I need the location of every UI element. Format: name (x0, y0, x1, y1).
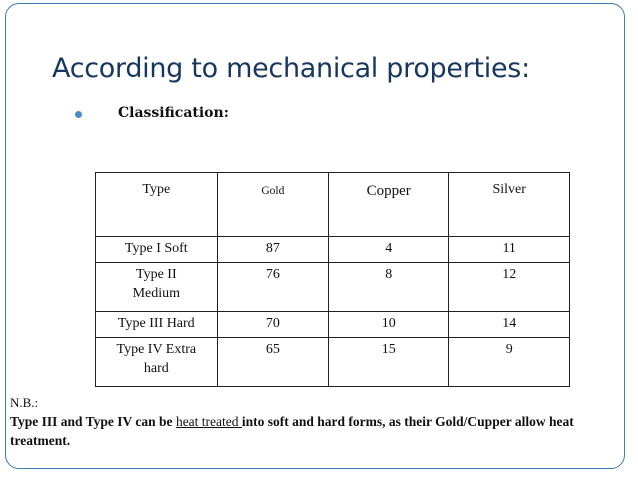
note-text (10, 412, 610, 450)
header-silver: Silver (449, 173, 570, 237)
slide-title: According to mechanical properties: (52, 53, 530, 84)
header-gold: Gold (217, 173, 328, 237)
bullet-classification: Classification: (118, 105, 229, 121)
table-header-row (96, 173, 570, 237)
note-text-before: Type III and Type IV can be (10, 414, 176, 429)
cell-type: Type III Hard (96, 312, 218, 338)
cell-copper: 10 (329, 312, 449, 338)
table-row (96, 312, 570, 338)
cell-silver: 12 (449, 263, 570, 312)
cell-type-text: Type IV Extra hard (116, 342, 197, 376)
table-row (96, 338, 570, 387)
cell-silver: 11 (449, 237, 570, 263)
header-copper: Copper (329, 173, 449, 237)
cell-type (96, 263, 218, 312)
cell-silver: 14 (449, 312, 570, 338)
cell-gold: 87 (217, 237, 328, 263)
cell-copper: 4 (329, 237, 449, 263)
cell-gold: 70 (217, 312, 328, 338)
cell-type-text: Type II Medium (132, 267, 181, 301)
note-label: N.B.: (10, 395, 39, 410)
cell-type (96, 338, 218, 387)
note-underlined: heat treated (175, 414, 242, 429)
classification-table (95, 172, 570, 387)
cell-gold: 76 (217, 263, 328, 312)
cell-gold: 65 (217, 338, 328, 387)
cell-copper: 15 (329, 338, 449, 387)
table-row (96, 237, 570, 263)
header-type: Type (96, 173, 218, 237)
note-text-after: into soft and hard forms, as their Gold/Cupper allow heat treatment. (10, 414, 574, 448)
cell-copper: 8 (329, 263, 449, 312)
cell-silver: 9 (449, 338, 570, 387)
cell-type: Type I Soft (96, 237, 218, 263)
bullet-icon (75, 111, 82, 118)
table-row (96, 263, 570, 312)
